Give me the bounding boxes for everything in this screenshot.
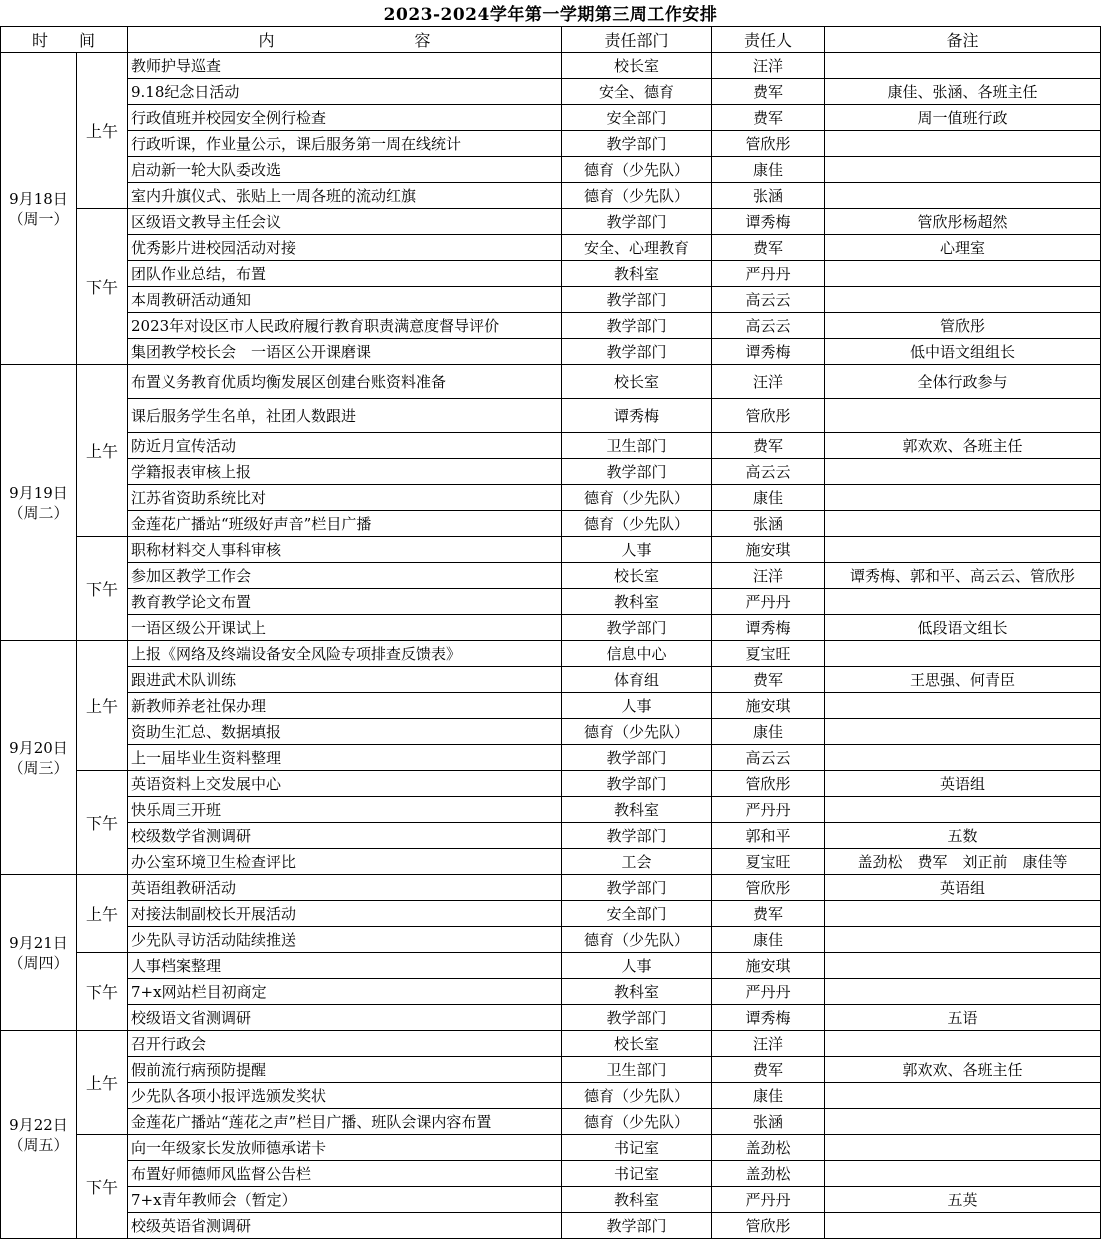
period-morning: 上午 (77, 875, 128, 953)
note-cell (825, 511, 1101, 537)
header-dept: 责任部门 (562, 27, 712, 53)
content-cell: 行政听课，作业量公示，课后服务第一周在线统计 (128, 131, 562, 157)
person-cell: 高云云 (712, 745, 825, 771)
person-cell: 汪洋 (712, 563, 825, 589)
content-cell: 英语组教研活动 (128, 875, 562, 901)
note-cell (825, 589, 1101, 615)
table-row (1, 339, 1101, 365)
content-cell: 职称材料交人事科审核 (128, 537, 562, 563)
dept-cell: 人事 (562, 537, 712, 563)
content-cell: 校级数学省测调研 (128, 823, 562, 849)
note-cell (825, 953, 1101, 979)
content-cell: 2023年对设区市人民政府履行教育职责满意度督导评价 (128, 313, 562, 339)
period-morning: 上午 (77, 365, 128, 537)
person-cell: 费军 (712, 667, 825, 693)
person-cell: 谭秀梅 (712, 615, 825, 641)
content-cell: 布置义务教育优质均衡发展区创建台账资料准备 (128, 365, 562, 399)
day-cell (1, 53, 77, 365)
header-person: 责任人 (712, 27, 825, 53)
note-cell: 五语 (825, 1005, 1101, 1031)
dept-cell: 教学部门 (562, 1213, 712, 1239)
table-row (1, 365, 1101, 399)
note-cell: 王思强、何青臣 (825, 667, 1101, 693)
dept-cell: 教学部门 (562, 771, 712, 797)
person-cell: 管欣彤 (712, 399, 825, 433)
note-cell (825, 745, 1101, 771)
table-row (1, 693, 1101, 719)
dept-cell: 德育（少先队） (562, 1109, 712, 1135)
table-row (1, 79, 1101, 105)
dept-cell: 教学部门 (562, 313, 712, 339)
table-row (1, 901, 1101, 927)
person-cell: 施安琪 (712, 537, 825, 563)
header-content-b: 容 (414, 31, 431, 50)
person-cell: 汪洋 (712, 1031, 825, 1057)
dept-cell: 教学部门 (562, 459, 712, 485)
content-cell: 快乐周三开班 (128, 797, 562, 823)
table-row (1, 615, 1101, 641)
note-cell (825, 719, 1101, 745)
table-row (1, 1135, 1101, 1161)
content-cell: 新教师养老社保办理 (128, 693, 562, 719)
content-cell: 召开行政会 (128, 1031, 562, 1057)
note-cell (825, 1031, 1101, 1057)
table-row (1, 1083, 1101, 1109)
content-cell: 优秀影片进校园活动对接 (128, 235, 562, 261)
period-morning: 上午 (77, 1031, 128, 1135)
note-cell: 周一值班行政 (825, 105, 1101, 131)
content-cell: 课后服务学生名单，社团人数跟进 (128, 399, 562, 433)
table-row (1, 641, 1101, 667)
person-cell: 费军 (712, 235, 825, 261)
table-row (1, 105, 1101, 131)
note-cell (825, 459, 1101, 485)
person-cell: 康佳 (712, 719, 825, 745)
dept-cell: 教学部门 (562, 1005, 712, 1031)
person-cell: 管欣彤 (712, 875, 825, 901)
header-note: 备注 (825, 27, 1101, 53)
note-cell: 心理室 (825, 235, 1101, 261)
dept-cell: 校长室 (562, 365, 712, 399)
table-row (1, 485, 1101, 511)
note-cell: 郭欢欢、各班主任 (825, 433, 1101, 459)
day-date: 9月18日 (9, 189, 68, 208)
content-cell: 团队作业总结，布置 (128, 261, 562, 287)
content-cell: 学籍报表审核上报 (128, 459, 562, 485)
note-cell (825, 979, 1101, 1005)
dept-cell: 教学部门 (562, 339, 712, 365)
person-cell: 郭和平 (712, 823, 825, 849)
dept-cell: 体育组 (562, 667, 712, 693)
person-cell: 康佳 (712, 1083, 825, 1109)
person-cell: 严丹丹 (712, 979, 825, 1005)
table-row (1, 235, 1101, 261)
content-cell: 资助生汇总、数据填报 (128, 719, 562, 745)
note-cell: 谭秀梅、郭和平、高云云、管欣彤 (825, 563, 1101, 589)
table-row (1, 537, 1101, 563)
note-cell (825, 693, 1101, 719)
table-row (1, 823, 1101, 849)
table-row (1, 183, 1101, 209)
dept-cell: 安全部门 (562, 105, 712, 131)
dept-cell: 德育（少先队） (562, 1083, 712, 1109)
note-cell (825, 485, 1101, 511)
dept-cell: 德育（少先队） (562, 719, 712, 745)
table-row (1, 875, 1101, 901)
person-cell: 谭秀梅 (712, 1005, 825, 1031)
person-cell: 严丹丹 (712, 589, 825, 615)
note-cell (825, 183, 1101, 209)
content-cell: 对接法制副校长开展活动 (128, 901, 562, 927)
dept-cell: 教学部门 (562, 615, 712, 641)
note-cell (825, 1213, 1101, 1239)
dept-cell: 校长室 (562, 53, 712, 79)
day-cell (1, 875, 77, 1031)
note-cell (825, 901, 1101, 927)
dept-cell: 教学部门 (562, 875, 712, 901)
dept-cell: 教学部门 (562, 745, 712, 771)
dept-cell: 教科室 (562, 589, 712, 615)
person-cell: 张涵 (712, 1109, 825, 1135)
note-cell (825, 399, 1101, 433)
content-cell: 行政值班并校园安全例行检查 (128, 105, 562, 131)
content-cell: 教师护导巡查 (128, 53, 562, 79)
content-cell: 参加区教学工作会 (128, 563, 562, 589)
content-cell: 区级语文教导主任会议 (128, 209, 562, 235)
table-row (1, 1187, 1101, 1213)
dept-cell: 德育（少先队） (562, 485, 712, 511)
dept-cell: 卫生部门 (562, 433, 712, 459)
note-cell (825, 261, 1101, 287)
person-cell: 管欣彤 (712, 771, 825, 797)
person-cell: 高云云 (712, 313, 825, 339)
table-row (1, 1213, 1101, 1239)
content-cell: 办公室环境卫生检查评比 (128, 849, 562, 875)
dept-cell: 书记室 (562, 1135, 712, 1161)
period-morning: 上午 (77, 53, 128, 209)
person-cell: 康佳 (712, 157, 825, 183)
page-title: 2023-2024学年第一学期第三周工作安排 (383, 5, 718, 25)
table-row (1, 719, 1101, 745)
note-cell: 全体行政参与 (825, 365, 1101, 399)
note-cell (825, 287, 1101, 313)
note-cell: 英语组 (825, 875, 1101, 901)
note-cell (825, 797, 1101, 823)
content-cell: 上一届毕业生资料整理 (128, 745, 562, 771)
day-date: 9月19日 (9, 483, 68, 502)
dept-cell: 信息中心 (562, 641, 712, 667)
period-morning: 上午 (77, 641, 128, 771)
person-cell: 费军 (712, 1057, 825, 1083)
content-cell: 人事档案整理 (128, 953, 562, 979)
period-afternoon: 下午 (77, 953, 128, 1031)
table-row (1, 287, 1101, 313)
person-cell: 谭秀梅 (712, 209, 825, 235)
table-row (1, 131, 1101, 157)
content-cell: 上报《网络及终端设备安全风险专项排查反馈表》 (128, 641, 562, 667)
content-cell: 室内升旗仪式、张贴上一周各班的流动红旗 (128, 183, 562, 209)
content-cell: 布置好师德师风监督公告栏 (128, 1161, 562, 1187)
person-cell: 夏宝旺 (712, 641, 825, 667)
day-weekday: （周三） (8, 758, 69, 777)
note-cell: 五英 (825, 1187, 1101, 1213)
day-cell (1, 641, 77, 875)
person-cell: 夏宝旺 (712, 849, 825, 875)
table-row (1, 667, 1101, 693)
note-cell: 郭欢欢、各班主任 (825, 1057, 1101, 1083)
table-row (1, 589, 1101, 615)
period-afternoon: 下午 (77, 209, 128, 365)
person-cell: 管欣彤 (712, 131, 825, 157)
content-cell: 向一年级家长发放师德承诺卡 (128, 1135, 562, 1161)
note-cell (825, 927, 1101, 953)
person-cell: 严丹丹 (712, 797, 825, 823)
person-cell: 张涵 (712, 183, 825, 209)
note-cell: 英语组 (825, 771, 1101, 797)
content-cell: 英语资料上交发展中心 (128, 771, 562, 797)
person-cell: 施安琪 (712, 693, 825, 719)
table-row (1, 563, 1101, 589)
person-cell: 汪洋 (712, 53, 825, 79)
table-row (1, 745, 1101, 771)
note-cell: 管欣彤杨超然 (825, 209, 1101, 235)
period-afternoon: 下午 (77, 1135, 128, 1239)
note-cell: 低段语文组长 (825, 615, 1101, 641)
dept-cell: 德育（少先队） (562, 927, 712, 953)
content-cell: 跟进武术队训练 (128, 667, 562, 693)
table-row (1, 261, 1101, 287)
header-content-a: 内 (258, 31, 275, 50)
table-row (1, 399, 1101, 433)
note-cell (825, 157, 1101, 183)
dept-cell: 书记室 (562, 1161, 712, 1187)
table-row (1, 1057, 1101, 1083)
header-content (128, 27, 562, 53)
day-cell (1, 1031, 77, 1239)
person-cell: 康佳 (712, 927, 825, 953)
dept-cell: 教学部门 (562, 209, 712, 235)
person-cell: 谭秀梅 (712, 339, 825, 365)
person-cell: 管欣彤 (712, 1213, 825, 1239)
content-cell: 防近月宣传活动 (128, 433, 562, 459)
dept-cell: 德育（少先队） (562, 183, 712, 209)
table-row (1, 433, 1101, 459)
dept-cell: 卫生部门 (562, 1057, 712, 1083)
table-row (1, 1005, 1101, 1031)
content-cell: 本周教研活动通知 (128, 287, 562, 313)
header-time-b: 间 (79, 31, 97, 50)
content-cell: 金莲花广播站“班级好声音”栏目广播 (128, 511, 562, 537)
person-cell: 盖劲松 (712, 1135, 825, 1161)
note-cell: 盖劲松 费军 刘正前 康佳等 (825, 849, 1101, 875)
period-afternoon: 下午 (77, 537, 128, 641)
table-row (1, 849, 1101, 875)
dept-cell: 教学部门 (562, 823, 712, 849)
period-afternoon: 下午 (77, 771, 128, 875)
day-weekday: （周四） (8, 953, 69, 972)
note-cell (825, 1109, 1101, 1135)
content-cell: 校级语文省测调研 (128, 1005, 562, 1031)
content-cell: 9.18纪念日活动 (128, 79, 562, 105)
dept-cell: 教科室 (562, 979, 712, 1005)
schedule-table (0, 26, 1101, 1239)
header-row (1, 27, 1101, 53)
content-cell: 一语区级公开课试上 (128, 615, 562, 641)
dept-cell: 德育（少先队） (562, 511, 712, 537)
table-row (1, 953, 1101, 979)
table-row (1, 313, 1101, 339)
dept-cell: 安全、心理教育 (562, 235, 712, 261)
person-cell: 康佳 (712, 485, 825, 511)
content-cell: 7+x青年教师会（暂定） (128, 1187, 562, 1213)
person-cell: 费军 (712, 433, 825, 459)
dept-cell: 德育（少先队） (562, 157, 712, 183)
dept-cell: 工会 (562, 849, 712, 875)
table-row (1, 1109, 1101, 1135)
table-row (1, 979, 1101, 1005)
table-row (1, 1161, 1101, 1187)
schedule-body (1, 53, 1101, 1239)
dept-cell: 安全、德育 (562, 79, 712, 105)
person-cell: 汪洋 (712, 365, 825, 399)
dept-cell: 教科室 (562, 261, 712, 287)
day-date: 9月22日 (9, 1115, 68, 1134)
dept-cell: 人事 (562, 693, 712, 719)
dept-cell: 校长室 (562, 1031, 712, 1057)
dept-cell: 人事 (562, 953, 712, 979)
table-row (1, 927, 1101, 953)
person-cell: 费军 (712, 901, 825, 927)
day-weekday: （周一） (8, 209, 69, 228)
note-cell (825, 537, 1101, 563)
dept-cell: 教学部门 (562, 287, 712, 313)
note-cell: 五数 (825, 823, 1101, 849)
content-cell: 集团教学校长会 一语区公开课磨课 (128, 339, 562, 365)
dept-cell: 谭秀梅 (562, 399, 712, 433)
header-time-a: 时 (31, 31, 49, 50)
content-cell: 7+x网站栏目初商定 (128, 979, 562, 1005)
note-cell: 低中语文组组长 (825, 339, 1101, 365)
person-cell: 严丹丹 (712, 1187, 825, 1213)
content-cell: 金莲花广播站“莲花之声”栏目广播、班队会课内容布置 (128, 1109, 562, 1135)
content-cell: 教育教学论文布置 (128, 589, 562, 615)
person-cell: 严丹丹 (712, 261, 825, 287)
table-row (1, 459, 1101, 485)
day-weekday: （周五） (8, 1135, 69, 1154)
content-cell: 少先队寻访活动陆续推送 (128, 927, 562, 953)
table-row (1, 771, 1101, 797)
content-cell: 假前流行病预防提醒 (128, 1057, 562, 1083)
person-cell: 费军 (712, 105, 825, 131)
table-row (1, 53, 1101, 79)
table-row (1, 157, 1101, 183)
day-cell (1, 365, 77, 641)
table-row (1, 797, 1101, 823)
note-cell (825, 641, 1101, 667)
day-date: 9月20日 (9, 738, 68, 757)
table-row (1, 511, 1101, 537)
table-row (1, 209, 1101, 235)
person-cell: 盖劲松 (712, 1161, 825, 1187)
dept-cell: 教学部门 (562, 131, 712, 157)
note-cell (825, 53, 1101, 79)
note-cell (825, 131, 1101, 157)
dept-cell: 安全部门 (562, 901, 712, 927)
header-time (1, 27, 128, 53)
person-cell: 高云云 (712, 287, 825, 313)
content-cell: 启动新一轮大队委改选 (128, 157, 562, 183)
person-cell: 费军 (712, 79, 825, 105)
note-cell: 管欣彤 (825, 313, 1101, 339)
note-cell (825, 1161, 1101, 1187)
dept-cell: 教科室 (562, 1187, 712, 1213)
day-date: 9月21日 (9, 933, 68, 952)
dept-cell: 校长室 (562, 563, 712, 589)
day-weekday: （周二） (8, 503, 69, 522)
content-cell: 江苏省资助系统比对 (128, 485, 562, 511)
person-cell: 张涵 (712, 511, 825, 537)
note-cell (825, 1083, 1101, 1109)
content-cell: 少先队各项小报评选颁发奖状 (128, 1083, 562, 1109)
note-cell: 康佳、张涵、各班主任 (825, 79, 1101, 105)
person-cell: 施安琪 (712, 953, 825, 979)
content-cell: 校级英语省测调研 (128, 1213, 562, 1239)
dept-cell: 教科室 (562, 797, 712, 823)
note-cell (825, 1135, 1101, 1161)
table-row (1, 1031, 1101, 1057)
person-cell: 高云云 (712, 459, 825, 485)
